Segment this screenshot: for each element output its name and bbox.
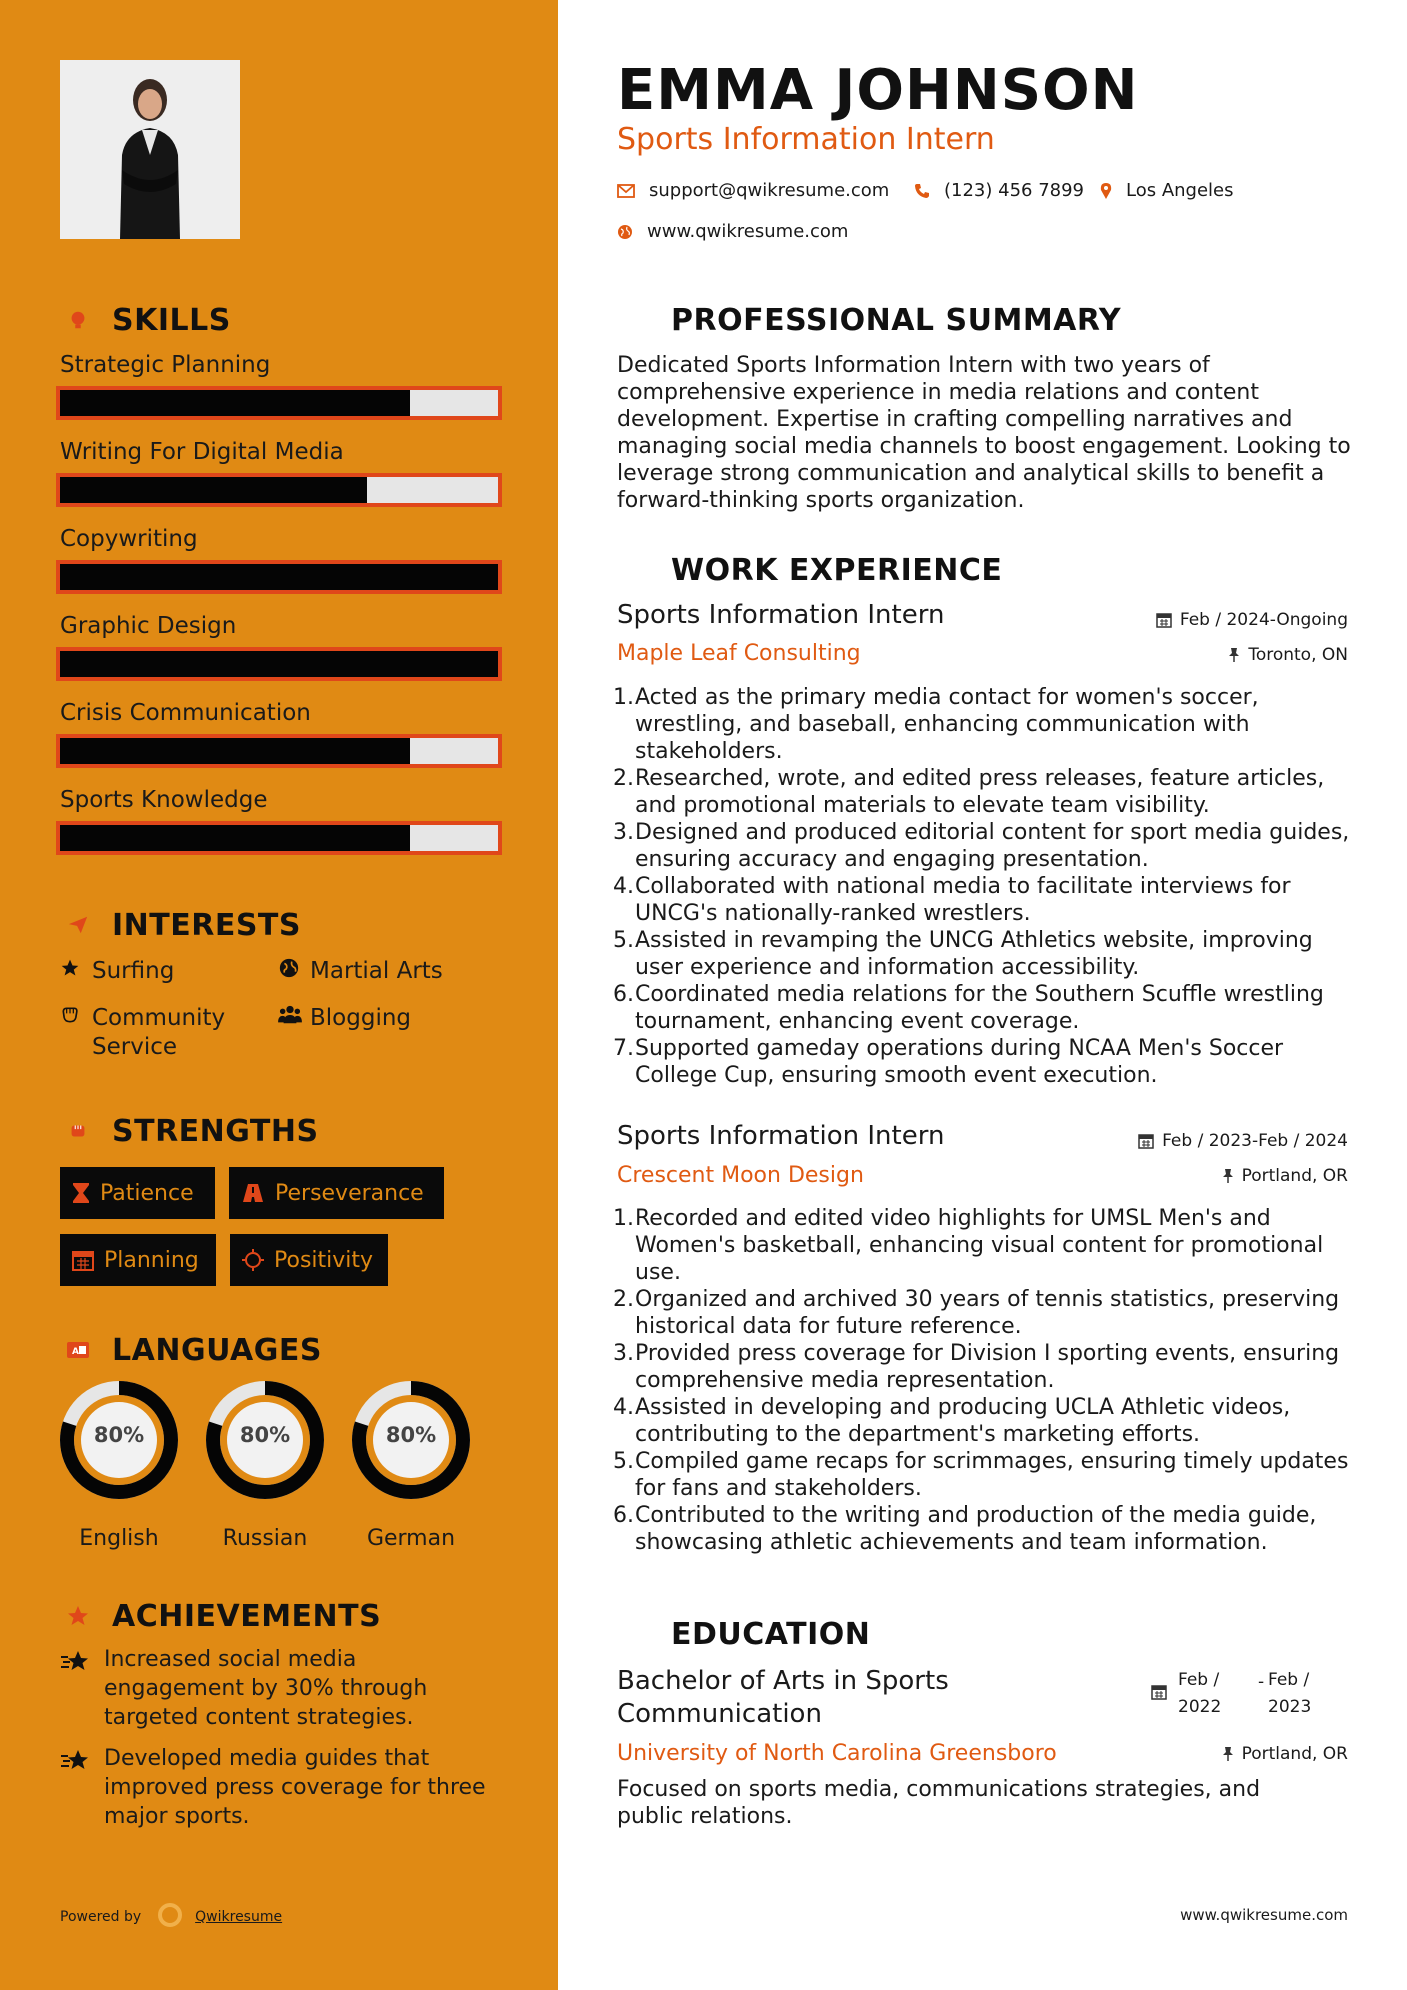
calendar-icon (1151, 1684, 1167, 1704)
job-location (1228, 645, 1348, 665)
contact-location (1100, 180, 1234, 201)
hand-icon (60, 1004, 92, 1033)
hourglass-icon (72, 1182, 90, 1204)
bullet-text: Assisted in revamping the UNCG Athletics website, improving user experience and information accessibility. (635, 928, 1313, 980)
bullet-text: Recorded and edited video highlights for UMSL Men's and Women's basketball, enhancing visual content for promotional use. (635, 1206, 1324, 1285)
start-year: 2022 (1178, 1697, 1222, 1717)
job-location (1222, 1166, 1348, 1186)
powered-by-label: Powered by (60, 1909, 142, 1925)
end-year: 2023 (1268, 1697, 1312, 1717)
achievement-item (60, 1645, 500, 1732)
footer-url[interactable]: www.qwikresume.com (1180, 1906, 1348, 1924)
skill-bar-fill (60, 564, 498, 590)
interest-item (60, 957, 260, 986)
strength-tag (60, 1234, 216, 1286)
chair-icon (617, 550, 657, 590)
globe-icon (617, 224, 633, 240)
skill-bar (56, 647, 502, 681)
job-bullets (613, 684, 1358, 1089)
language-item (59, 1380, 179, 1560)
shooting-star-icon (60, 1744, 104, 1831)
skill-bar-fill (60, 738, 410, 764)
end-month: Feb / (1268, 1670, 1310, 1690)
location-text: Los Angeles (1126, 180, 1234, 201)
summary-heading (617, 300, 1121, 340)
languages-title: LANGUAGES (112, 1332, 322, 1368)
shooting-star-icon (60, 1645, 104, 1732)
fist-icon (58, 1111, 98, 1151)
language-item (351, 1380, 471, 1560)
bullet-text: Compiled game recaps for scrimmages, ensuring timely updates for fans and stakeholders. (635, 1449, 1349, 1501)
language-label: German (366, 1526, 456, 1551)
paper-plane-icon (58, 905, 98, 945)
achievements-title: ACHIEVEMENTS (112, 1598, 382, 1634)
language-percent: 80% (239, 1423, 291, 1447)
education-title: EDUCATION (671, 1616, 871, 1652)
list-item: 3. Designed and produced editorial content for sport media guides, ensuring accuracy and engaging presentation. (613, 819, 1358, 873)
skill-bar (56, 821, 502, 855)
star-icon (60, 957, 92, 986)
skills-title: SKILLS (112, 302, 231, 338)
interests-title: INTERESTS (112, 907, 301, 943)
languages-heading (58, 1330, 322, 1370)
skill-label: Copywriting (60, 526, 198, 552)
skill-bar (56, 734, 502, 768)
interest-label: Surfing (92, 958, 175, 984)
svg-text:A: A (72, 1347, 79, 1357)
bullet-text: Supported gameday operations during NCAA Men's Soccer College Cup, ensuring smooth event execution. (635, 1036, 1284, 1088)
education-location (1222, 1744, 1348, 1764)
skills-heading (58, 300, 231, 340)
strength-label: Patience (100, 1180, 194, 1206)
strength-tag (229, 1167, 444, 1219)
bullet-text: Acted as the primary media contact for women's soccer, wrestling, and baseball, enhancing communication with stakeholders. (635, 685, 1259, 764)
strengths-heading (58, 1111, 319, 1151)
job-location-text: Toronto, ON (1248, 645, 1348, 665)
translate-icon (58, 1330, 98, 1370)
sun-icon (242, 1249, 264, 1271)
interest-item (278, 1004, 518, 1034)
interest-label: Blogging (310, 1005, 412, 1031)
users-icon (278, 1004, 310, 1034)
phone-text: (123) 456 7899 (944, 180, 1085, 201)
website-text: www.qwikresume.com (647, 221, 849, 242)
list-item: 3. Provided press coverage for Division I sporting events, ensuring comprehensive media representation. (613, 1340, 1358, 1394)
skill-bar-fill (60, 390, 410, 416)
job-title: Sports Information Intern (617, 1121, 945, 1151)
interest-item (278, 957, 518, 987)
list-item: 7. Supported gameday operations during NCAA Men's Soccer College Cup, ensuring smooth event execution. (613, 1035, 1358, 1089)
interests-heading (58, 905, 301, 945)
phone-icon (914, 183, 930, 199)
lightbulb-icon (58, 300, 98, 340)
interest-item (60, 1004, 270, 1062)
skill-bar (56, 560, 502, 594)
qwikresume-link[interactable]: Qwikresume (195, 1909, 283, 1925)
strength-label: Positivity (274, 1247, 374, 1273)
strength-tag (230, 1234, 388, 1286)
bullet-text: Designed and produced editorial content for sport media guides, ensuring accuracy and engaging presentation. (635, 820, 1350, 872)
education-end-date (1268, 1667, 1311, 1721)
calendar-icon (1138, 1133, 1154, 1149)
school-name: University of North Carolina Greensboro (617, 1741, 1057, 1766)
list-item: 6. Coordinated media relations for the Southern Scuffle wrestling tournament, enhancing event coverage. (613, 981, 1358, 1035)
list-item: 1. Acted as the primary media contact for women's soccer, wrestling, and baseball, enhancing communication with stakeholders. (613, 684, 1358, 765)
job-title: Sports Information Intern (617, 600, 945, 630)
achievement-text: Developed media guides that improved press coverage for three major sports. (104, 1746, 486, 1829)
candidate-role: Sports Information Intern (617, 122, 995, 157)
globe-icon (278, 957, 310, 987)
achievement-item (60, 1744, 500, 1831)
bullet-text: Contributed to the writing and production of the media guide, showcasing athletic achievements and team information. (635, 1503, 1317, 1555)
profile-photo (60, 60, 240, 239)
bullet-text: Assisted in developing and producing UCLA Athletic videos, contributing to the department's marketing efforts. (635, 1395, 1291, 1447)
experience-title: WORK EXPERIENCE (671, 552, 1003, 588)
achievements-heading (58, 1596, 381, 1636)
job-company: Crescent Moon Design (617, 1163, 864, 1188)
skill-label: Sports Knowledge (60, 787, 268, 813)
road-icon (241, 1183, 265, 1203)
language-percent: 80% (93, 1423, 145, 1447)
degree-title: Bachelor of Arts in Sports Communication (617, 1666, 949, 1729)
user-icon (617, 300, 657, 340)
contact-email[interactable] (617, 180, 889, 201)
language-label: English (79, 1526, 159, 1551)
skill-label: Writing For Digital Media (60, 439, 344, 465)
skill-label: Strategic Planning (60, 352, 271, 378)
education-location-text: Portland, OR (1241, 1744, 1348, 1764)
job-company: Maple Leaf Consulting (617, 641, 861, 666)
skill-label: Graphic Design (60, 613, 237, 639)
date-separator: - (1258, 1672, 1265, 1692)
job-dates-text: Feb / 2024-Ongoing (1179, 610, 1348, 630)
education-heading (617, 1614, 870, 1654)
skill-bar-fill (60, 651, 498, 677)
map-pin-icon (1100, 182, 1112, 200)
skill-bar (56, 386, 502, 420)
language-percent: 80% (385, 1423, 437, 1447)
summary-title: PROFESSIONAL SUMMARY (671, 302, 1122, 338)
bullet-text: Organized and archived 30 years of tennis statistics, preserving historical data for future reference. (635, 1287, 1340, 1339)
job-dates (1156, 610, 1348, 630)
candidate-name: EMMA JOHNSON (617, 58, 1139, 123)
powered-by (60, 1902, 282, 1932)
education-start-date (1178, 1667, 1221, 1721)
graduation-cap-icon (617, 1614, 657, 1654)
list-item: 6. Contributed to the writing and production of the media guide, showcasing athletic achievements and team information. (613, 1502, 1358, 1556)
list-item: 4. Assisted in developing and producing UCLA Athletic videos, contributing to the department's marketing efforts. (613, 1394, 1358, 1448)
pushpin-icon (1222, 1168, 1234, 1184)
skill-bar-fill (60, 477, 367, 503)
list-item: 2. Organized and archived 30 years of tennis statistics, preserving historical data for future reference. (613, 1286, 1358, 1340)
bullet-text: Coordinated media relations for the Southern Scuffle wrestling tournament, enhancing event coverage. (635, 982, 1324, 1034)
experience-heading (617, 550, 1002, 590)
strengths-title: STRENGTHS (112, 1113, 319, 1149)
skill-bar (56, 473, 502, 507)
job-bullets (613, 1205, 1358, 1556)
list-item: 2. Researched, wrote, and edited press releases, feature articles, and promotional materials to elevate team visibility. (613, 765, 1358, 819)
bullet-text: Researched, wrote, and edited press releases, feature articles, and promotional materials to elevate team visibility. (635, 766, 1325, 818)
education-description: Focused on sports media, communications strategies, and public relations. (617, 1777, 1261, 1829)
envelope-icon (617, 184, 635, 198)
job-dates-text: Feb / 2023-Feb / 2024 (1162, 1131, 1348, 1151)
strength-label: Perseverance (275, 1180, 424, 1206)
list-item: 5. Compiled game recaps for scrimmages, ensuring timely updates for fans and stakeholders. (613, 1448, 1358, 1502)
language-label: Russian (222, 1526, 308, 1551)
job-location-text: Portland, OR (1241, 1166, 1348, 1186)
job-dates (1138, 1131, 1348, 1151)
calendar-icon (1156, 612, 1172, 628)
interest-label: Martial Arts (310, 958, 443, 984)
strength-label: Planning (104, 1247, 199, 1273)
email-text: support@qwikresume.com (649, 180, 890, 201)
interest-label: Community Service (92, 1005, 226, 1060)
list-item: 4. Collaborated with national media to facilitate interviews for UNCG's nationally-ranked wrestlers. (613, 873, 1358, 927)
pushpin-icon (1222, 1746, 1234, 1762)
start-month: Feb / (1178, 1670, 1220, 1690)
contact-phone[interactable] (914, 180, 1084, 201)
achievement-text: Increased social media engagement by 30% through targeted content strategies. (104, 1647, 428, 1730)
qwikresume-logo-icon (157, 1902, 183, 1932)
pushpin-icon (1228, 647, 1240, 663)
contact-website[interactable] (617, 221, 848, 242)
bullet-text: Provided press coverage for Division I sporting events, ensuring comprehensive media representation. (635, 1341, 1340, 1393)
list-item: 1. Recorded and edited video highlights for UMSL Men's and Women's basketball, enhancing visual content for promotional use. (613, 1205, 1358, 1286)
star-badge-icon (58, 1596, 98, 1636)
calendar-icon (72, 1249, 94, 1271)
summary-text: Dedicated Sports Information Intern with two years of comprehensive experience in media relations and content development. Expertise in crafting compelling narratives and managing social media channels to boost engagement. Looking to leverage strong communication and analytical skills to benefit a forward-thinking sports organization. (617, 353, 1351, 513)
skill-label: Crisis Communication (60, 700, 311, 726)
strength-tag (60, 1167, 215, 1219)
bullet-text: Collaborated with national media to facilitate interviews for UNCG's nationally-ranked wrestlers. (635, 874, 1291, 926)
list-item: 5. Assisted in revamping the UNCG Athletics website, improving user experience and information accessibility. (613, 927, 1358, 981)
skill-bar-fill (60, 825, 410, 851)
language-item (205, 1380, 325, 1560)
